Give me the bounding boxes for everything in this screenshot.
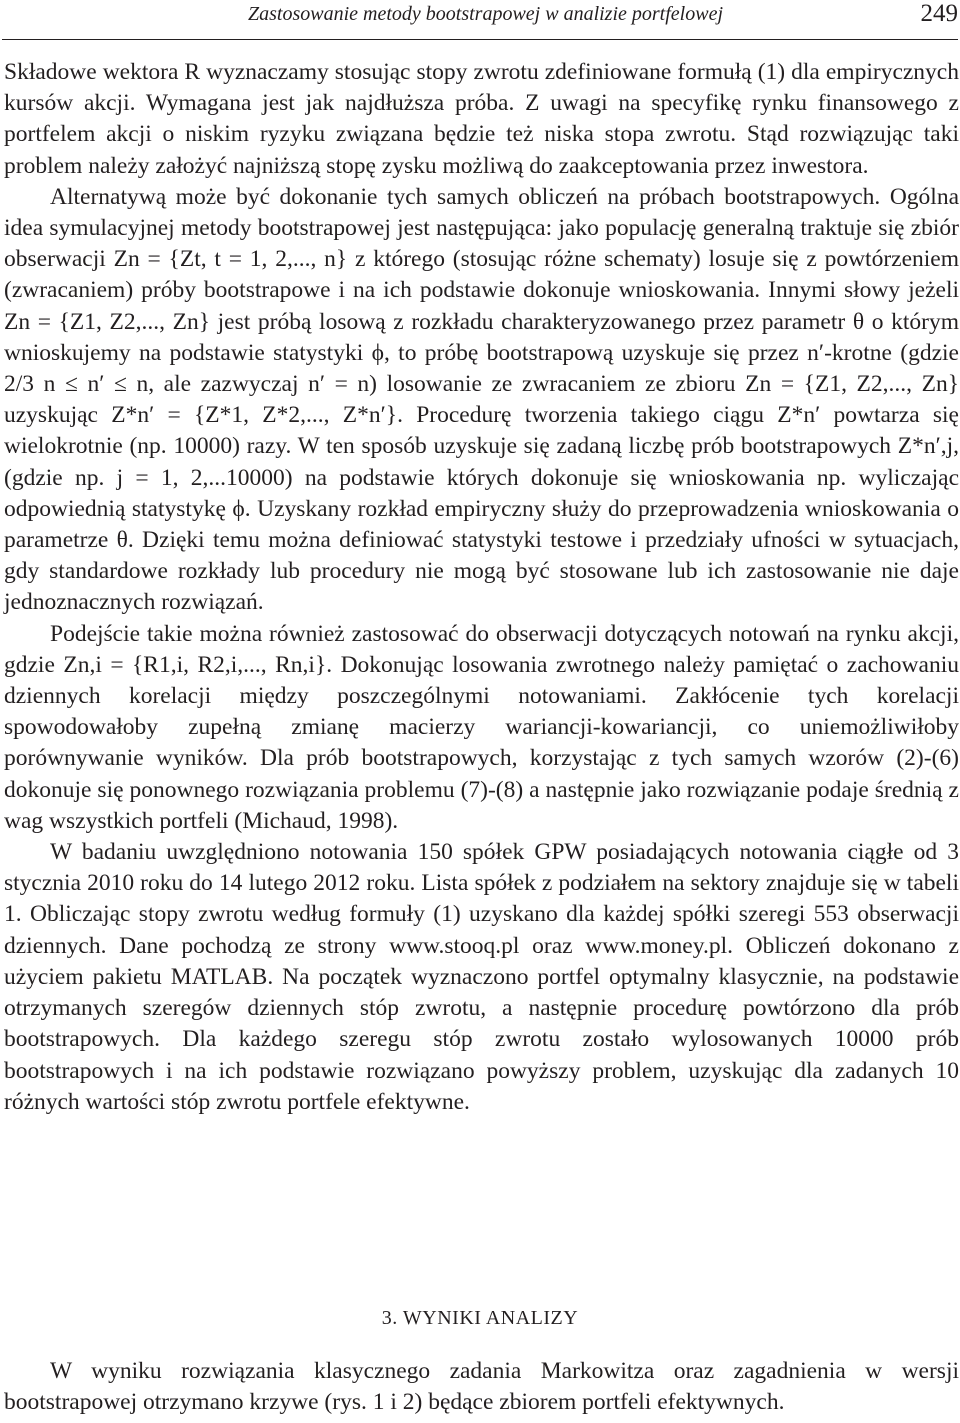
paragraph-1: Składowe wektora R wyznaczamy stosując stopy zwrotu zdefiniowane formułą (1) dla empirycznych kursów akcji. Wymagana jest jak najdłuższa próba. Z uwagi na specyfikę rynku finansowego z portfelem akcji o niskim ryzyku związana będzie też niska stopa zwrotu. Stąd rozwiązując taki problem należy założyć najniższą stopę zysku możliwą do zaakceptowania przez inwestora. bbox=[4, 59, 959, 179]
paragraph-3: Podejście takie można również zastosować do obserwacji dotyczących notowań na rynku akcji, gdzie Zn,i = {R1,i, R2,i,..., Rn,i}. Dokonując losowania zwrotnego należy pamiętać o zachowaniu dziennych korelacji między poszczególnymi notowaniami. Zakłócenie tych korelacji spowodowałoby zupełną zmianę macierzy wariancji-kowariancji, co uniemożliwiłoby porównywanie wyników. Dla prób bootstrapowych, korzystając z tych samych wzorów (2)-(6) dokonuje się ponownego rozwiązania problemu (7)-(8) a następnie jako rozwiązanie podaje średnią z wag wszystkich portfeli (Michaud, 1998). bbox=[4, 620, 959, 834]
closing-paragraph: W wyniku rozwiązania klasycznego zadania Markowitza oraz zagadnienia w wersji bootstrapowej otrzymano krzywe (rys. 1 i 2) będące zbiorem portfeli efektywnych. bbox=[4, 1358, 959, 1416]
page-number: 249 bbox=[920, 0, 958, 27]
paragraph-4: W badaniu uwzględniono notowania 150 spółek GPW posiadających notowania ciągłe od 3 stycznia 2010 roku do 14 lutego 2012 roku. Lista spółek z podziałem na sektory znajduje się w tabeli 1. Obliczając stopy zwrotu według formuły (1) uzyskano dla każdej spółki szeregi 553 obserwacji dziennych. Dane pochodzą ze strony www.stooq.pl oraz www.money.pl. Obliczeń dokonano z użyciem pakietu MATLAB. Na początek wyznaczono portfel optymalny klasycznie, na podstawie otrzymanych szeregów dziennych stóp zwrotu, a następnie procedurę powtórzono dla prób bootstrapowych. Dla każdego szeregu stóp zwrotu zostało wylosowanych 10000 prób bootstrapowych i na ich podstawie rozwiązano powyższy problem, uzyskując dla zadanych 10 różnych wartości stóp zwrotu portfele efektywne. bbox=[4, 839, 959, 1115]
paragraph-2: Alternatywą może być dokonanie tych samych obliczeń na próbach bootstrapowych. Ogólna idea symulacyjnej metody bootstrapowej jest następująca: jako populację generalną traktuje się zbiór obserwacji Zn = {Zt, t = 1, 2,..., n} z którego (stosując różne schematy) losuje się z powtórzeniem (zwracaniem) próby bootstrapowe i na ich podstawie dokonuje wnioskowania. Innymi słowy jeżeli Zn = {Z1, Z2,..., Zn} jest próbą losową z rozkładu charakteryzowanego przez parametr θ o którym wnioskujemy na podstawie statystyki ϕ, to próbę bootstrapową uzyskuje się przez n′-krotne (gdzie 2/3 n ≤ n′ ≤ n, ale zazwyczaj n′ = n) losowanie ze zwracaniem ze zbioru Zn = {Z1, Z2,..., Zn} uzyskując Z*n′ = {Z*1, Z*2,..., Z*n′}. Procedurę tworzenia takiego ciągu Z*n′ powtarza się wielokrotnie (np. 10000) razy. W ten sposób uzyskuje się zadaną liczbę prób bootstrapowych Z*n′,j, (gdzie np. j = 1, 2,...10000) na podstawie których dokonuje się wnioskowania np. wyliczając odpowiednią statystykę ϕ. Uzyskany rozkład empiryczny służy do przeprowadzenia wnioskowania o parametrze θ. Dzięki temu można definiować statystyki testowe i przedziały ufności w sytuacjach, gdy standardowe rozkłady lub procedury nie mogą być stosowane lub ich zastosowanie nie daje jednoznacznych rozwiązań. bbox=[4, 183, 959, 616]
header-rule bbox=[2, 39, 958, 40]
page-header bbox=[0, 0, 960, 40]
running-title: Zastosowanie metody bootstrapowej w analizie portfelowej bbox=[248, 3, 723, 25]
section-heading: 3. WYNIKI ANALIZY bbox=[381, 1307, 579, 1329]
body-text bbox=[4, 57, 959, 1118]
